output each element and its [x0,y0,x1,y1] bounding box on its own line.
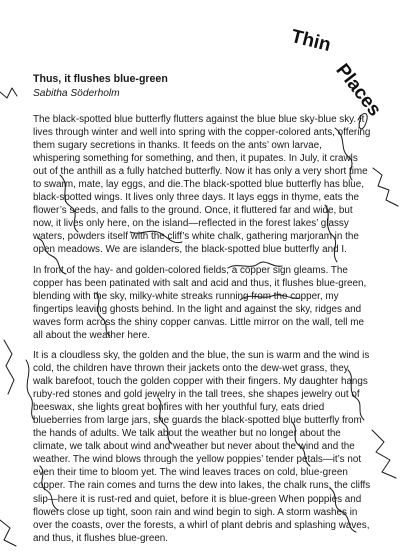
paragraph-1: The black-spotted blue butterfly flutters against the blue blue sky-blue sky. It lives through winter and well into spring with the copper-colored ants, offering them sugary secretions in thanks. It feeds on the ants’ own larvae, whispering something for something, and then, it pupates. In July, it crawls out of the anthill as a fully hatched butterfly. Now it has only a very short time to swarm, mate, lay eggs, and die.The black-spotted blue butterfly has blue, black-spotted wings. It lives only three days. It lays eggs in thyme, eats the flower’s seeds, and falls to the ground. Once, it fluttered far and wide, but now, it lives only here, on the island—reflected in the forest lakes’ glassy waters, powders itself with the cliff’s white chalk, gathering marjoram in the open meadows. We are islanders, the black-spotted blue butterfly and I. [33,114,371,256]
scribble-top-left [0,88,17,98]
scribble-bottom-edge [0,520,16,546]
scribble-right-edge [372,430,396,478]
brand-word-thin: Thin [288,26,333,57]
paragraph-3: It is a cloudless sky, the golden and the blue, the sun is warm and the wind is cold, the children have thrown their jackets onto the dew-wet grass, they walk barefoot, touch the golden copper with their fingers. My daughter hangs ruby-red stones and gold jewelry in the tall trees, she shapes jewelry out of beeswax, she lights great bonfires with her youthful fury, eats dried blueberries from large jars, she guards the black-spotted blue butterfly from the hands of adults. We talk about the weather but no longer about the climate, we talk about wind and weather but never about the wind and the weather. The wind blows through the yellow poppies’ tender petals—it’s not even their time to bloom yet. The wind leaves traces on cold, blue-green copper. The rain comes and turns the dew into lakes, the chalk runs, the cliffs slip—here it is rust-red and quiet, before it is blue-green When poppies and flowers close up tight, soon rain and wind begin to sigh. A storm washes in over the coasts, over the forests, a whirl of plant debris and splashing waves, and thus, it flushes blue-green. [33,350,371,544]
article-title: Thus, it flushes blue-green [33,73,168,85]
brand-logo [288,18,400,128]
scribble-left-edge [4,340,14,394]
scribble-right-3 [373,168,398,206]
brand-word-places: Places [331,60,386,121]
article-author: Sabitha Söderholm [33,88,120,99]
paragraph-2: In front of the hay- and golden-colored fields, a copper sign gleams. The copper has been patinated with salt and acid and thus, it flushes blue-green, blending with the sky, milky-white streaks running from the copper, my fingertips leaving ghosts behind. In the light and against the sky, ridges and waves form across the shiny copper canvas. Little mirror on the wall, tell me all about the weather here. [33,265,367,342]
